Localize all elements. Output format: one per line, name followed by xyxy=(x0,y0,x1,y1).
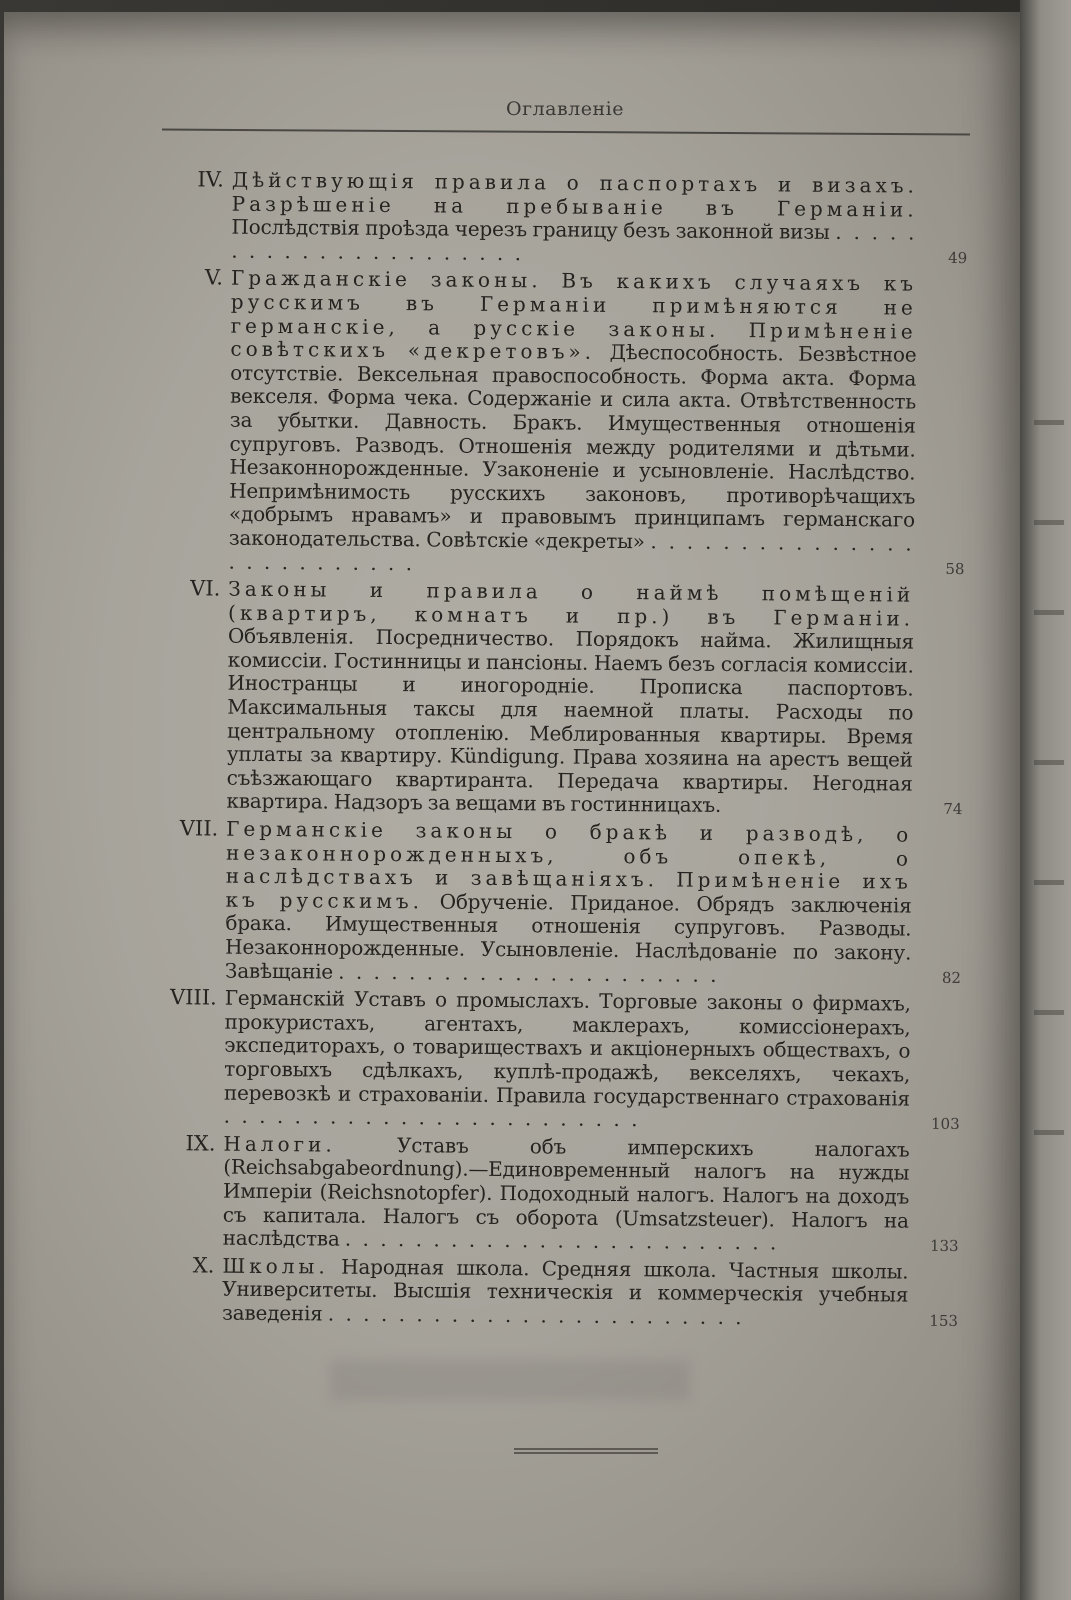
chapter-title: Германскіе законы о бракѣ и разводѣ, о незаконнорожденныхъ, объ опекѣ, о наслѣдствахъ и завѣщаніяхъ. Примѣненіе ихъ къ русскимъ. xyxy=(225,816,913,914)
dot-leaders: . . . . . . . . . . . . . . . . . . . . . . xyxy=(338,959,720,987)
chapter-number: VI. xyxy=(190,576,221,601)
chapter-title: Школы. xyxy=(222,1253,329,1279)
chapter-text: Уставъ объ имперскихъ налогахъ (Reichsabgabeordnung).—Единовременный налогъ на нужды Имперіи (Reichsnotopfer). Подоходный налогъ. Налогъ на доходъ съ капитала. Налогъ съ оборота (Umsatzsteuer). Налогъ на наслѣдства xyxy=(222,1132,910,1251)
dot-leaders: . . . . . . . . . . . . . . . . . . . . . . . . . . xyxy=(228,529,915,575)
chapter-number: IX. xyxy=(185,1131,216,1156)
dot-leaders: . . . . . . . . . . . . . . . . . . . . . . . . . xyxy=(344,1226,780,1255)
chapter-text: Дѣеспособность. Безвѣстное отсутствіе. Вексельная правоспособность. Форма акта. Форма векселя. Форма чека. Содержаніе и сила акта. Отвѣтственность за убытки. Давность. Бракъ. Имущественныя отношенія супруговъ. Разводъ. Отношенія между родителями и дѣтьми. Незаконнорожденные. Узаконеніе и усыновленіе. Наслѣдство. Непримѣнимость русскихъ законовъ, противорѣчащихъ «добрымъ нравамъ» и правовымъ принципамъ германскаго законодательства. Совѣтскіе «декреты» xyxy=(228,340,917,554)
chapter-number: V. xyxy=(204,265,224,290)
chapter-description xyxy=(226,578,914,820)
dot-leaders: . . . . . . . . . . . . . . . . . . . . . . xyxy=(231,220,918,265)
toc-entry xyxy=(152,986,983,1135)
toc-entry xyxy=(153,817,984,989)
chapter-title: Дѣйствующія правила о паспортахъ и визахъ. Разрѣшеніе на пребываніе въ Германіи. xyxy=(231,167,918,222)
show-through-smudge xyxy=(330,1360,690,1400)
chapter-number: VII. xyxy=(179,816,219,841)
page-number: 74 xyxy=(943,799,963,819)
chapter-title: Гражданскіе законы. Въ какихъ случаяхъ къ русскимъ въ Германіи примѣняются не германскіе, а русскіе законы. Примѣненіе совѣтскихъ «декретовъ». xyxy=(230,265,918,364)
chapter-text: Германскій Уставъ о промыслахъ. Торговые законы о фирмахъ, прокуристахъ, агентахъ, маклерахъ, комиссіонерахъ, экспедиторахъ, о товариществахъ и акціонерныхъ обществахъ, о торговыхъ сдѣлкахъ, куплѣ-продажѣ, векселяхъ, чекахъ, перевозкѣ и страхованіи. Правила государственнаго страхованія xyxy=(223,985,911,1111)
page-number: 82 xyxy=(941,969,962,988)
chapter-text: Обрученіе. Приданое. Обрядъ заключенія брака. Имущественныя отношенія супруговъ. Разводы. Незаконнорожденные. Усыновленіе. Наслѣдованіе по закону. Завѣщаніе xyxy=(224,889,912,984)
toc-entry xyxy=(156,266,989,580)
page-number: 49 xyxy=(948,249,968,268)
chapter-number: IV. xyxy=(197,167,225,192)
running-title: Оглавленіе xyxy=(506,98,624,120)
page-number: 133 xyxy=(929,1236,959,1255)
chapter-description xyxy=(224,987,911,1135)
page-number: 58 xyxy=(945,559,965,579)
table-of-contents xyxy=(150,168,990,1336)
dot-leaders: . . . . . . . . . . . . . . . . . . . . . . . . xyxy=(223,1103,641,1132)
chapter-description xyxy=(223,1132,910,1256)
page-number: 153 xyxy=(929,1311,959,1330)
toc-entry xyxy=(159,168,990,270)
next-page-edge xyxy=(1020,0,1071,1600)
toc-entry xyxy=(150,1254,981,1332)
chapter-description xyxy=(225,818,912,989)
page-number: 103 xyxy=(930,1114,960,1133)
chapter-description xyxy=(231,169,918,269)
end-ornament-rule xyxy=(514,1448,658,1456)
chapter-text: Народная школа. Средняя школа. Частныя школы. Университеты. Высшія техническія и коммерческія учебныя заведенія xyxy=(221,1254,909,1326)
chapter-title: Налоги. xyxy=(223,1131,336,1157)
chapter-number: VIII. xyxy=(169,985,217,1010)
toc-entry xyxy=(151,1132,982,1257)
chapter-description xyxy=(228,267,917,580)
chapter-text: Объявленія. Посредничество. Порядокъ найма. Жилищныя комиссіи. Гостинницы и пансіоны. Наемъ безъ согласія комиссіи. Иностранцы и иногородніе. Прописка паспортовъ. Максимальныя таксы для наемной платы. Расходы по центральному отопленію. Меблированныя квартиры. Время уплаты за квартиру. Kündigung. Права хозяина на арестъ вещей съѣзжающаго квартиранта. Передача квартиры. Негодная квартира. Надзоръ за вещами въ гостинницахъ. xyxy=(226,623,914,818)
chapter-text: Послѣдствія проѣзда черезъ границу безъ законной визы xyxy=(231,214,830,245)
toc-entry xyxy=(154,577,986,820)
chapter-title: Законы и правила о наймѣ помѣщеній (квартиръ, комнатъ и пр.) въ Германіи. xyxy=(228,576,915,631)
dot-leaders: . . . . . . . . . . . . . . . . . . . . . . . . xyxy=(327,1301,745,1330)
chapter-description xyxy=(222,1254,909,1331)
chapter-number: X. xyxy=(192,1253,215,1278)
